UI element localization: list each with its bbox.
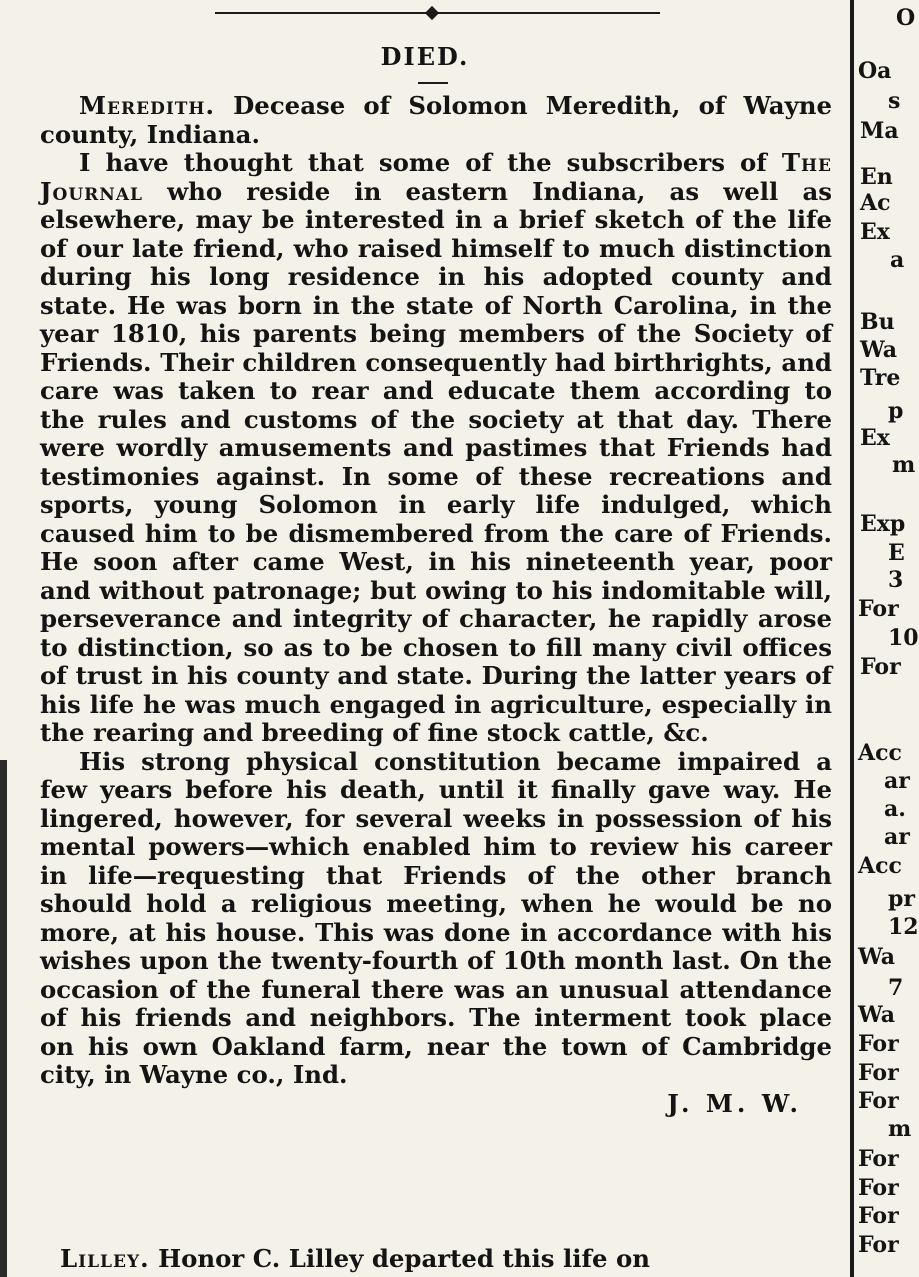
heading-underline	[418, 82, 448, 84]
section-heading: DIED.	[380, 42, 470, 71]
adjacent-column-fragment: a	[890, 247, 905, 273]
adjacent-column-fragment: Ma	[860, 118, 899, 144]
adjacent-column-fragment: 3	[888, 567, 904, 593]
obituary-article	[40, 92, 832, 1118]
adjacent-column-fragment: Acc	[858, 740, 902, 766]
top-ornament-rule	[215, 8, 660, 18]
article-paragraph-2: His strong physical constitution became impaired a few years before his death, until it finally gave way. He lingered, however, for several weeks in possession of his mental powers—which enabled him to review his career in life—requesting that Friends of the other branch should hold a religious meeting, when he would be no more, at his house. This was done in accordance with his wishes upon the twenty-fourth of 10th month last. On the occasion of the funeral there was an unusual attendance of his friends and neighbors. The interment took place on his own Oakland farm, near the town of Cambridge city, in Wayne co., Ind.	[40, 746, 832, 1089]
adjacent-column-fragment: Acc	[858, 853, 902, 879]
adjacent-column-fragment: pr	[888, 886, 915, 912]
adjacent-column-fragment: Oa	[858, 58, 892, 84]
page-edge-shadow	[0, 760, 7, 1277]
adjacent-column-fragments	[858, 0, 919, 1277]
adjacent-column-fragment: 7	[888, 975, 904, 1001]
adjacent-column-fragment: 12	[888, 914, 919, 940]
adjacent-column-fragment: p	[888, 398, 904, 424]
author-signature: J. M. W.	[667, 1088, 802, 1118]
adjacent-column-fragment: Bu	[860, 309, 895, 335]
adjacent-column-fragment: For	[858, 596, 899, 622]
adjacent-column-fragment: Exp	[860, 511, 906, 537]
adjacent-column-fragment: ar	[884, 768, 910, 794]
adjacent-column-fragment: Wa	[858, 944, 896, 970]
adjacent-column-fragment: Wa	[858, 1002, 896, 1028]
adjacent-column-fragment: Ac	[860, 190, 891, 216]
adjacent-column-fragment: For	[858, 1088, 899, 1114]
adjacent-column-fragment: E	[888, 540, 905, 566]
adjacent-column-fragment: m	[888, 1116, 912, 1142]
paragraph-1-body: who reside in eastern Indiana, as well as elsewhere, may be interested in a brief sketch of the life of our late friend, who raised himself to much distinction during his long residence in his adopted county and state. He was born in the state of North Carolina, in the year 1810, his parents being members of the Society of Friends. Their children consequently had birthrights, and care was taken to rear and educate them according to the rules and customs of the society at that day. There were wordly amusements and pastimes that Friends had testimonies against. In some of these recreations and sports, young Solomon in early life indulged, which caused him to be dismembered from the care of Friends. He soon after came West, in his nineteenth year, poor and without patronage; but owing to his indomitable will, perseverance and integrity of character, he rapidly arose to distinction, so as to be chosen to fill many civil offices of trust in his county and state. During the latter years of his life he was much engaged in agriculture, especially in the rearing and breeding of fine stock cattle, &c.	[40, 176, 832, 747]
adjacent-column-fragment: For	[858, 1031, 899, 1057]
ornament-diamond	[425, 6, 439, 20]
deceased-name: Meredith.	[79, 91, 215, 120]
adjacent-column-fragment: Ex	[860, 219, 890, 245]
adjacent-column-fragment: O	[896, 5, 916, 31]
journal-name: The Journal	[40, 148, 833, 206]
adjacent-column-fragment: For	[860, 654, 901, 680]
lead-text: Decease of Solomon Meredith, of Wayne county, Indiana.	[40, 91, 832, 149]
adjacent-column-fragment: Wa	[860, 337, 898, 363]
column-divider	[850, 0, 854, 1277]
adjacent-column-fragment: For	[858, 1146, 899, 1172]
adjacent-column-fragment: Tre	[860, 365, 901, 391]
article-lead-paragraph	[40, 92, 832, 149]
adjacent-column-fragment: For	[858, 1232, 899, 1258]
adjacent-column-fragment: For	[858, 1060, 899, 1086]
adjacent-column-fragment: For	[858, 1175, 899, 1201]
adjacent-column-fragment: Ex	[860, 425, 890, 451]
article-paragraph-1	[40, 149, 832, 748]
paragraph-1-opening: I have thought that some of the subscribers of	[79, 148, 767, 177]
adjacent-column-fragment: En	[860, 164, 893, 190]
adjacent-column-fragment: ar	[884, 824, 910, 850]
adjacent-column-fragment: a.	[884, 796, 906, 822]
adjacent-column-fragment: For	[858, 1203, 899, 1229]
adjacent-column-fragment: m	[892, 452, 916, 478]
adjacent-column-fragment: 10	[888, 625, 919, 651]
next-obituary-entry	[60, 1245, 840, 1274]
next-deceased-name: Lilley.	[60, 1244, 150, 1273]
adjacent-column-fragment: s	[888, 88, 901, 114]
next-entry-text: Honor C. Lilley departed this life on	[158, 1244, 650, 1273]
